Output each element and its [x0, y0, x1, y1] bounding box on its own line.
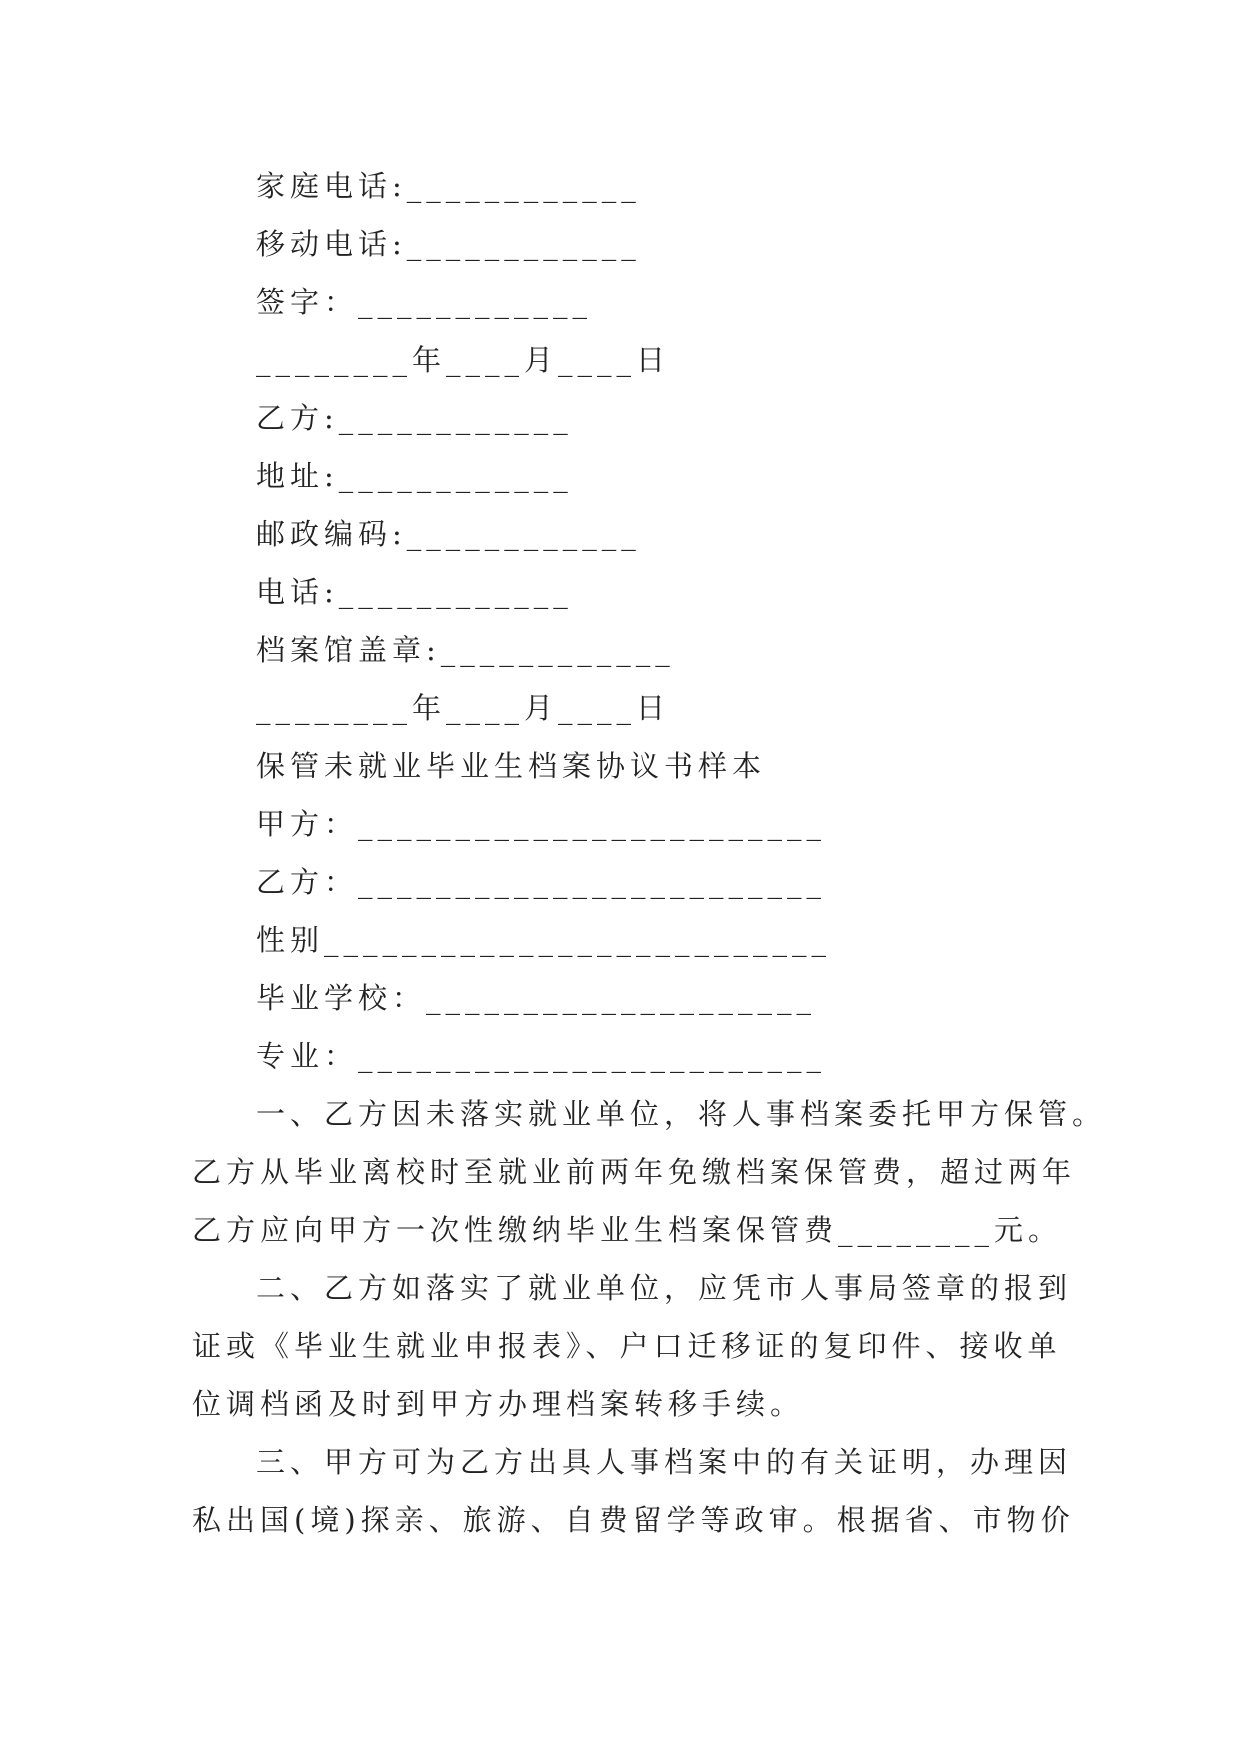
archive-seal-field: 档案馆盖章:____________ — [256, 633, 675, 667]
gender-field: 性别__________________________ — [256, 923, 832, 957]
major-field: 专业：________________________ — [256, 1039, 827, 1073]
section-title: 保管未就业毕业生档案协议书样本 — [256, 749, 767, 783]
party-b-field-2: 乙方：________________________ — [256, 865, 827, 899]
phone-field: 电话:____________ — [256, 575, 573, 609]
clause-line: 三、甲方可为乙方出具人事档案中的有关证明，办理因 — [256, 1445, 1073, 1479]
date-field-a: ________年____月____日 — [256, 343, 671, 377]
clause-line: 证或《毕业生就业申报表》、户口迁移证的复印件、接收单 — [192, 1329, 1062, 1363]
postal-code-field: 邮政编码:____________ — [256, 517, 641, 551]
date-field-b: ________年____月____日 — [256, 691, 671, 725]
clause-line: 乙方从毕业离校时至就业前两年免缴档案保管费，超过两年 — [192, 1155, 1077, 1189]
party-b-field: 乙方:____________ — [256, 401, 573, 435]
clause-line: 一、乙方因未落实就业单位，将人事档案委托甲方保管。 — [256, 1097, 1107, 1131]
party-a-field: 甲方：________________________ — [256, 807, 827, 841]
clause-line: 位调档函及时到甲方办理档案转移手续。 — [192, 1387, 805, 1421]
signature-field: 签字：____________ — [256, 285, 593, 319]
mobile-phone-field: 移动电话:____________ — [256, 227, 641, 261]
home-phone-field: 家庭电话:____________ — [256, 169, 641, 203]
clause-line: 乙方应向甲方一次性缴纳毕业生档案保管费________元。 — [192, 1213, 1063, 1247]
clause-line: 二、乙方如落实了就业单位，应凭市人事局签章的报到 — [256, 1271, 1073, 1305]
school-field: 毕业学校：____________________ — [256, 981, 817, 1015]
clause-line: 私出国(境)探亲、旅游、自费留学等政审。根据省、市物价 — [192, 1503, 1075, 1537]
address-field: 地址:____________ — [256, 459, 573, 493]
